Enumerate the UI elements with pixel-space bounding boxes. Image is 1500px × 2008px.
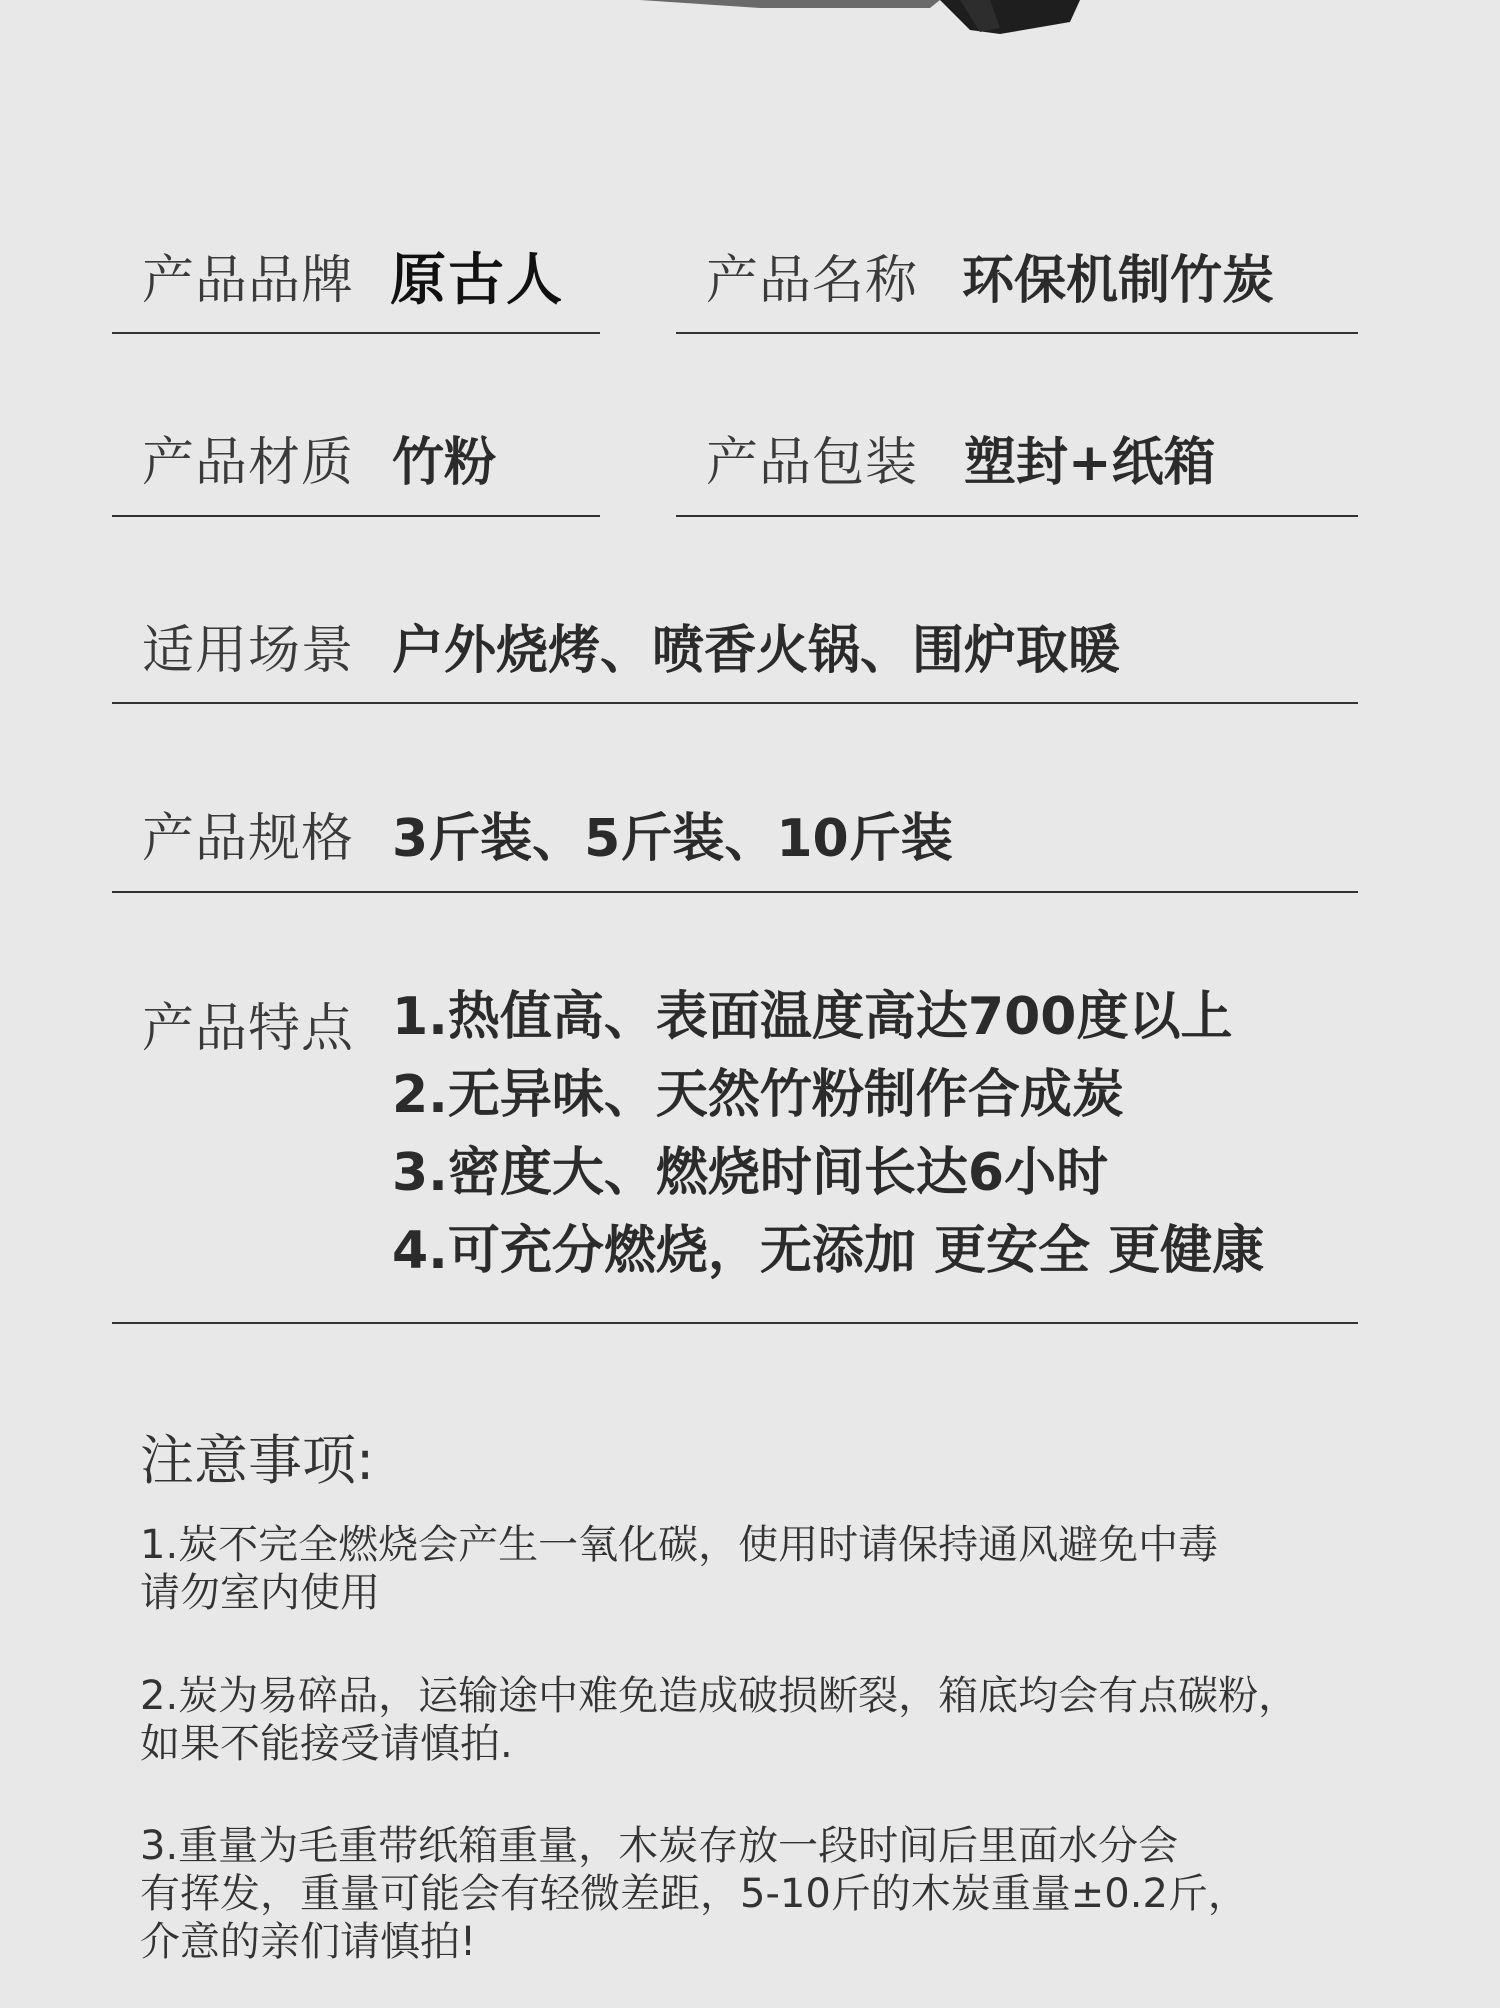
notice-title: 注意事项: [140,1429,375,1492]
material-value: 竹粉 [392,433,497,493]
feature-item-3: 3.密度大、燃烧时间长达6小时 [392,1143,1109,1203]
spec-row-sizes [112,774,1358,893]
spec-row-name [676,216,1358,334]
features-list [392,978,1264,1290]
sizes-label: 产品规格 [142,809,355,869]
features-label: 产品特点 [142,999,355,1059]
feature-item-1: 1.热值高、表面温度高达700度以上 [392,987,1233,1047]
notice-item-2-line-1: 2.炭为易碎品，运输途中难免造成破损断裂，箱底均会有点碳粉， [140,1673,1299,1719]
notice-item-3 [140,1822,1248,1966]
spec-row-scenes [112,586,1358,704]
notice-item-2-line-2: 如果不能接受请慎拍. [140,1721,513,1767]
feature-item-4: 4.可充分燃烧，无添加 更安全 更健康 [392,1221,1265,1281]
notice-item-2 [140,1672,1298,1768]
feature-item-2: 2.无异味、天然竹粉制作合成炭 [392,1065,1124,1125]
notice-item-1-line-2: 请勿室内使用 [140,1570,380,1616]
notice-item-3-line-2: 有挥发，重量可能会有轻微差距，5-10斤的木炭重量±0.2斤， [140,1871,1248,1917]
material-label: 产品材质 [142,433,355,493]
spec-row-packaging [676,398,1358,517]
notice-item-3-line-3: 介意的亲们请慎拍! [140,1919,477,1965]
brand-logo: 原古人 [390,248,564,313]
scenes-label: 适用场景 [142,621,355,681]
name-value: 环保机制竹炭 [962,251,1275,311]
packaging-label: 产品包装 [706,433,919,493]
brand-label: 产品品牌 [142,251,355,311]
name-label: 产品名称 [706,251,919,311]
product-image-fragment [640,0,1080,36]
notice-item-3-line-1: 3.重量为毛重带纸箱重量，木炭存放一段时间后里面水分会 [140,1823,1179,1869]
notice-item-1 [140,1521,1218,1617]
sizes-value: 3斤装、5斤装、10斤装 [392,809,953,869]
spec-row-material [112,398,600,517]
spec-row-brand [112,216,600,334]
packaging-value: 塑封+纸箱 [964,433,1216,493]
notice-item-1-line-1: 1.炭不完全燃烧会产生一氧化碳，使用时请保持通风避免中毒 [140,1522,1219,1568]
scenes-value: 户外烧烤、喷香火锅、围炉取暖 [392,621,1121,681]
